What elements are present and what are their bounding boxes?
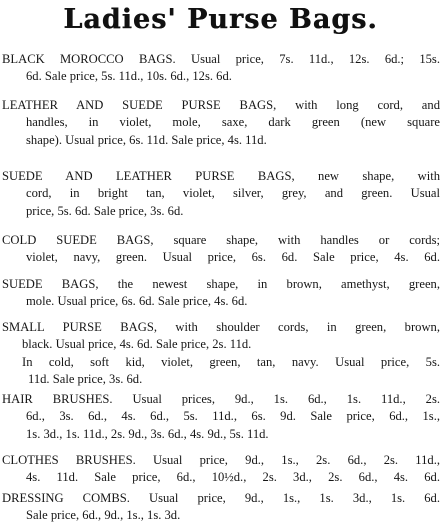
entry-line: LEATHER AND SUEDE PURSE BAGS, with long cord, and bbox=[2, 98, 440, 112]
entry-line: SMALL PURSE BAGS, with shoulder cords, in green, brown, bbox=[2, 320, 440, 334]
entry-line: Sale price, 6d., 9d., 1s., 1s. 3d. bbox=[26, 508, 181, 523]
entry-line: SUEDE BAGS, the newest shape, in brown, amethyst, green, bbox=[2, 277, 440, 291]
entry-line: 6d. Sale price, 5s. 11d., 10s. 6d., 12s. 6d. bbox=[26, 69, 232, 84]
entry-line: BLACK MOROCCO BAGS. Usual price, 7s. 11d., 12s. 6d.; 15s. bbox=[2, 52, 440, 66]
entry-line: cord, in bright tan, violet, silver, grey, and green. Usual bbox=[26, 186, 440, 201]
entry-line: black. Usual price, 4s. 6d. Sale price, 2s. 11d. bbox=[22, 337, 252, 352]
page-title: Ladies' Purse Bags. bbox=[63, 4, 378, 35]
entry-black-morocco-bags bbox=[2, 51, 440, 86]
entry-line: mole. Usual price, 6s. 6d. Sale price, 4s. 6d. bbox=[26, 294, 248, 309]
entry-small-purse-bags bbox=[2, 319, 440, 388]
entry-line: CLOTHES BRUSHES. Usual price, 9d., 1s., 2s. 6d., 2s. 11d., bbox=[2, 453, 440, 467]
entry-line: DRESSING COMBS. Usual price, 9d., 1s., 1s. 3d., 1s. 6d. bbox=[2, 491, 440, 505]
entry-line: 6d., 3s. 6d., 4s. 6d., 5s. 11d., 6s. 9d. Sale price, 6d., 1s., bbox=[26, 409, 440, 424]
entry-dressing-combs bbox=[2, 490, 440, 525]
entry-line: handles, in violet, mole, saxe, dark green (new square bbox=[26, 115, 440, 130]
entry-line: 4s. 11d. Sale price, 6d., 10½d., 2s. 3d., 2s. 6d., 4s. 6d. bbox=[26, 470, 440, 485]
entry-line: SUEDE AND LEATHER PURSE BAGS, new shape, with bbox=[2, 169, 440, 183]
entry-line: price, 5s. 6d. Sale price, 3s. 6d. bbox=[26, 203, 184, 218]
entry-line: COLD SUEDE BAGS, square shape, with handles or cords; bbox=[2, 233, 440, 247]
entry-line: In cold, soft kid, violet, green, tan, navy. Usual price, 5s. bbox=[22, 354, 440, 369]
entry-suede-and-leather-purse-bags bbox=[2, 168, 440, 220]
entry-line: 11d. Sale price, 3s. 6d. bbox=[28, 371, 143, 386]
entry-line: shape). Usual price, 6s. 11d. Sale price, 4s. 11d. bbox=[26, 132, 267, 147]
entry-leather-and-suede-purse-bags bbox=[2, 97, 440, 149]
entry-line: HAIR BRUSHES. Usual prices, 9d., 1s. 6d., 1s. 11d., 2s. bbox=[2, 392, 440, 406]
entry-suede-bags bbox=[2, 276, 440, 311]
entry-clothes-brushes bbox=[2, 452, 440, 487]
entry-cold-suede-bags bbox=[2, 232, 440, 267]
entry-line: 1s. 3d., 1s. 11d., 2s. 9d., 3s. 6d., 4s. 9d., 5s. 11d. bbox=[26, 426, 269, 441]
entry-line: violet, navy, green. Usual price, 6s. 6d. Sale price, 4s. 6d. bbox=[26, 250, 440, 265]
entry-hair-brushes bbox=[2, 391, 440, 443]
